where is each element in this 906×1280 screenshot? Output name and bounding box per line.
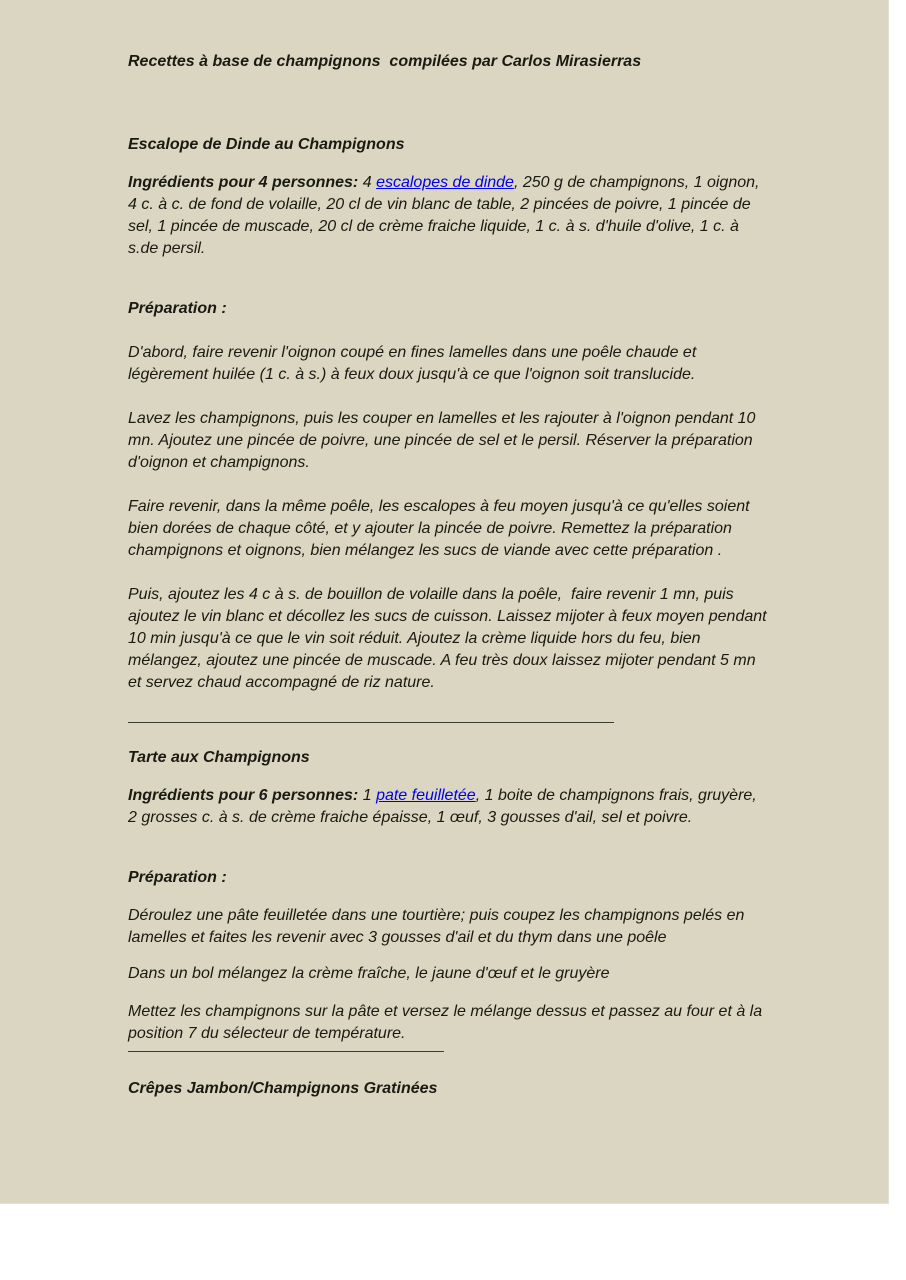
- recipe1-ingredient-link[interactable]: escalopes de dinde: [376, 174, 514, 191]
- section-divider: [128, 1051, 444, 1052]
- recipe1-step-1: D'abord, faire revenir l'oignon coupé en fines lamelles dans une poêle chaude et légèrement huilée (1 c. à s.) à feux doux jusqu'à ce que l'oignon soit translucide.: [128, 344, 701, 383]
- document-title: Recettes à base de champignons compilées par Carlos Mirasierras: [128, 53, 642, 70]
- recipe1-step-4: Puis, ajoutez les 4 c à s. de bouillon de volaille dans la poêle, faire revenir 1 mn, puis ajoutez le vin blanc et décollez les sucs de cuisson. Laissez mijoter à feux moyen pendant 10 min jusqu'à ce que le vin soit réduit. Ajoutez la crème liquide hors du feu, bien mélangez, ajoutez une pincée de muscade. A feu très doux laissez mijoter pendant 5 mn et servez chaud accompagné de riz nature.: [128, 586, 772, 691]
- recipe2-preparation-label: Préparation :: [128, 869, 227, 886]
- recipe2-ingredients: [128, 785, 768, 829]
- recipe1-heading: Escalope de Dinde au Champignons: [128, 136, 405, 153]
- section-divider: [128, 722, 614, 723]
- recipe3-heading: Crêpes Jambon/Champignons Gratinées: [128, 1080, 438, 1097]
- recipe2-ingredients-text-before: 1: [358, 787, 377, 804]
- recipe1-ingredients-text-before: 4: [358, 174, 377, 191]
- recipe2-step-3: Mettez les champignons sur la pâte et versez le mélange dessus et passez au four et à la position 7 du sélecteur de température.: [128, 1003, 767, 1042]
- recipe1-step-2: Lavez les champignons, puis les couper en lamelles et les rajouter à l'oignon pendant 10 mn. Ajoutez une pincée de poivre, une pincée de sel et le persil. Réserver la préparation d'oignon et champignons.: [128, 410, 760, 471]
- recipe1-step-3: Faire revenir, dans la même poêle, les escalopes à feu moyen jusqu'à ce qu'elles soient bien dorées de chaque côté, et y ajouter la pincée de poivre. Remettez la préparation champignons et oignons, bien mélangez les sucs de viande avec cette préparation .: [128, 498, 755, 559]
- recipe2-heading: Tarte aux Champignons: [128, 749, 310, 766]
- recipe1-ingredients-label: Ingrédients pour 4 personnes:: [128, 174, 359, 191]
- recipe2-ingredient-link[interactable]: pate feuilletée: [376, 787, 476, 804]
- recipe2-ingredients-label: Ingrédients pour 6 personnes:: [128, 787, 359, 804]
- recipe2-step-1: Déroulez une pâte feuilletée dans une tourtière; puis coupez les champignons pelés en lamelles et faites les revenir avec 3 gousses d'ail et du thym dans une poêle: [128, 907, 749, 946]
- recipe1-ingredients: [128, 172, 768, 260]
- recipe2-step-2: Dans un bol mélangez la crème fraîche, le jaune d'œuf et le gruyère: [128, 965, 610, 982]
- recipe1-preparation-label: Préparation :: [128, 300, 227, 317]
- recipe2-ingredients-text-after: , 1 boite de champignons frais, gruyère, 2 grosses c. à s. de crème fraiche épaisse, 1 œuf, 3 gousses d'ail, sel et poivre.: [128, 787, 762, 826]
- recipe1-ingredients-text-after: , 250 g de champignons, 1 oignon, 4 c. à c. de fond de volaille, 20 cl de vin blanc de table, 2 pincées de poivre, 1 pincée de sel, 1 pincée de muscade, 20 cl de crème fraiche liquide, 1 c. à s. d'huile d'olive, 1 c. à s.de persil.: [128, 174, 764, 257]
